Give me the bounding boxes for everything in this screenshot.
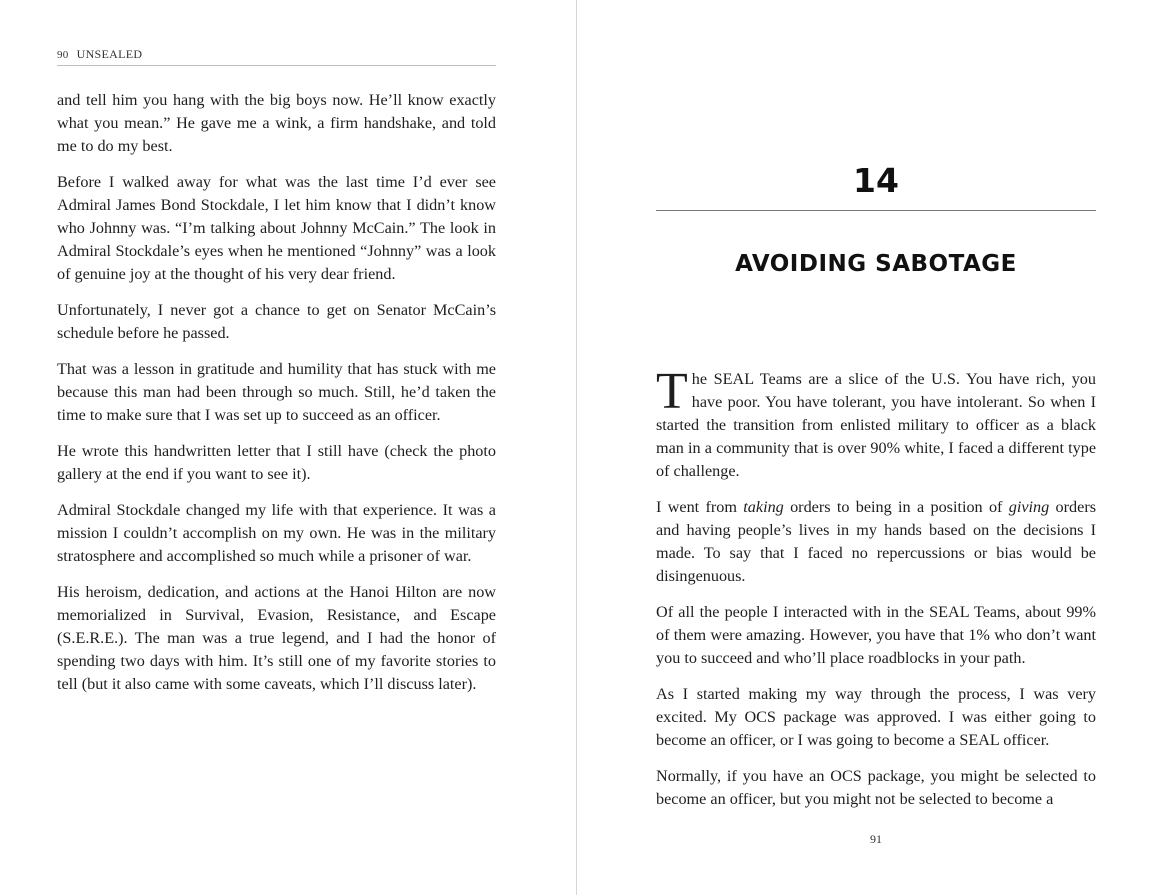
emphasis-giving: giving	[1008, 498, 1050, 516]
running-head	[57, 47, 496, 66]
body-paragraph: His heroism, dedication, and actions at the Hanoi Hilton are now memorialized in Survival, Evasion, Resistance, and Escape (S.E.R.E.). The man was a true legend, and I had the honor of spending two days with him. It’s still one of my favorite stories to tell (but it also came with some caveats, which I’ll discuss later).	[57, 583, 496, 693]
body-paragraph: Normally, if you have an OCS package, you might be selected to become an officer, but you might not be selected to become a	[656, 767, 1096, 808]
paragraph-text: I went from	[656, 498, 744, 516]
body-paragraph: As I started making my way through the process, I was very excited. My OCS package was approved. I was either going to become an officer, or I was going to become a SEAL officer.	[656, 685, 1096, 749]
body-paragraph: That was a lesson in gratitude and humility that has stuck with me because this man had been through so much. Still, he’d taken the time to make sure that I was set up to succeed as an officer.	[57, 360, 496, 424]
body-paragraph: Admiral Stockdale changed my life with that experience. It was a mission I couldn’t accomplish on my own. He was in the military stratosphere and accomplished so much while a prisoner of war.	[57, 501, 496, 565]
body-paragraph: and tell him you hang with the big boys now. He’ll know exactly what you mean.” He gave me a wink, a firm handshake, and told me to do my best.	[57, 91, 496, 155]
body-paragraph: Unfortunately, I never got a chance to get on Senator McCain’s schedule before he passed.	[57, 301, 496, 342]
body-paragraph	[656, 496, 1096, 588]
drop-cap: T	[656, 363, 688, 420]
right-page	[577, 0, 1157, 895]
running-head-book-title: UNSEALED	[76, 47, 143, 61]
chapter-number: 14	[853, 161, 899, 200]
opening-paragraph	[656, 363, 1096, 483]
chapter-title: AVOIDING SABOTAGE	[735, 251, 1017, 277]
left-page	[0, 0, 576, 895]
emphasis-taking: taking	[743, 498, 784, 516]
paragraph-text: orders to being in a position of	[783, 498, 1009, 516]
body-paragraph: Of all the people I interacted with in the SEAL Teams, about 99% of them were amazing. However, you have that 1% who don’t want you to succeed and who’ll place roadblocks in your path.	[656, 603, 1096, 667]
body-paragraph: He wrote this handwritten letter that I still have (check the photo gallery at the end if you want to see it).	[57, 442, 496, 483]
page-number-footer: 91	[870, 832, 882, 846]
right-body-text	[656, 363, 1097, 824]
paragraph-text: orders and having people’s lives in my hands based on the decisions I made. To say that I faced no repercussions or bias would be disingenuous.	[656, 498, 1097, 585]
chapter-divider	[656, 210, 1096, 211]
opening-paragraph-text: he SEAL Teams are a slice of the U.S. You have rich, you have poor. You have tolerant, you have intolerant. So when I started the transition from enlisted military to officer as a black man in a community that is over 90% white, I faced a different type of challenge.	[656, 370, 1096, 480]
body-paragraph: Before I walked away for what was the last time I’d ever see Admiral James Bond Stockdale, I let him know that I didn’t know who Johnny was. “I’m talking about Johnny McCain.” The look in Admiral Stockdale’s eyes when he mentioned “Johnny” was a look of genuine joy at the thought of his very dear friend.	[57, 173, 496, 283]
running-head-page-number: 90	[57, 49, 69, 61]
left-body-text	[57, 89, 496, 709]
